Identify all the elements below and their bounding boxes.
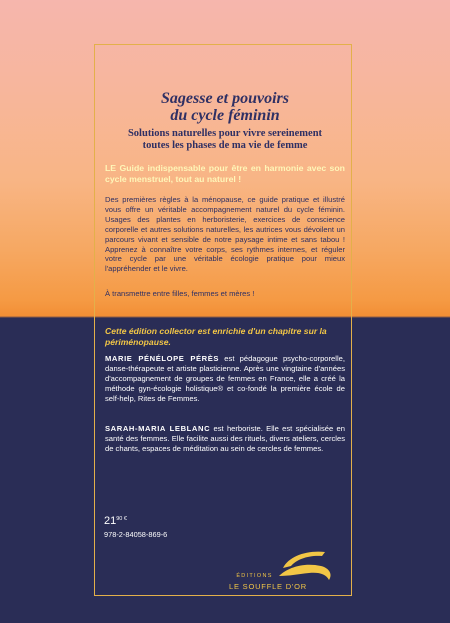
price-cents: 90 € bbox=[116, 516, 127, 522]
subtitle-line-2: toutes les phases de ma vie de femme bbox=[142, 140, 308, 151]
collector-note: Cette édition collector est enrichie d'un chapitre sur la périménopause. bbox=[105, 326, 327, 347]
author-bio-text-2: est herboriste. Elle est spécialisée en santé des femmes. Elle facilite aussi des rituels, divers ateliers, cercles de chants, espaces de méditation au sein de cercles de femmes. bbox=[105, 424, 345, 453]
price bbox=[104, 515, 127, 527]
description-text: Des premières règles à la ménopause, ce guide pratique et illustré vous offre un véritable accompagnement naturel du cycle féminin. Usages des plantes en herboristerie, exercices de conscience corporelle et autres solutions naturelles, les autrices vous dévoilent un parcours vivant et sensible de notre paysage intime et sans tabou ! Apprenez à connaître votre corps, ses rythmes internes, et réguler votre cycle par une véritable écologie pratique pour mieux l'appréhender et le vivre. bbox=[105, 195, 345, 274]
author-bio-text-1: est pédagogue psycho-corporelle, danse-thérapeute et artiste plasticienne. Après une vingtaine d'années d'accompagnement de groupes de femmes en France, elle a créé la méthode gyn-écologie holistique® et co-fondé la première école de self-help, Rites de Femmes. bbox=[105, 354, 345, 403]
author-bio-1 bbox=[105, 354, 345, 404]
isbn: 978-2-84058-869-6 bbox=[104, 530, 168, 539]
author-bio-2 bbox=[105, 424, 345, 454]
title-line-1: Sagesse et pouvoirs bbox=[161, 90, 289, 107]
book-subtitle bbox=[0, 128, 450, 152]
author-name-1: MARIE PÉNÉLOPE PÉRÈS bbox=[105, 354, 220, 363]
lead-text: LE Guide indispensable pour être en harmonie avec son cycle menstruel, tout au naturel ! bbox=[105, 163, 345, 184]
book-title bbox=[0, 90, 450, 124]
closing-line: À transmettre entre filles, femmes et mères ! bbox=[105, 289, 255, 298]
publisher-label: ÉDITIONS bbox=[236, 573, 273, 579]
gold-frame bbox=[94, 44, 352, 596]
price-main: 21 bbox=[104, 515, 117, 527]
subtitle-line-1: Solutions naturelles pour vivre sereinement bbox=[127, 128, 323, 139]
title-line-2: du cycle féminin bbox=[170, 107, 280, 124]
publisher-name: LE SOUFFLE D'OR bbox=[229, 582, 308, 591]
author-name-2: SARAH-MARIA LEBLANC bbox=[105, 424, 211, 433]
